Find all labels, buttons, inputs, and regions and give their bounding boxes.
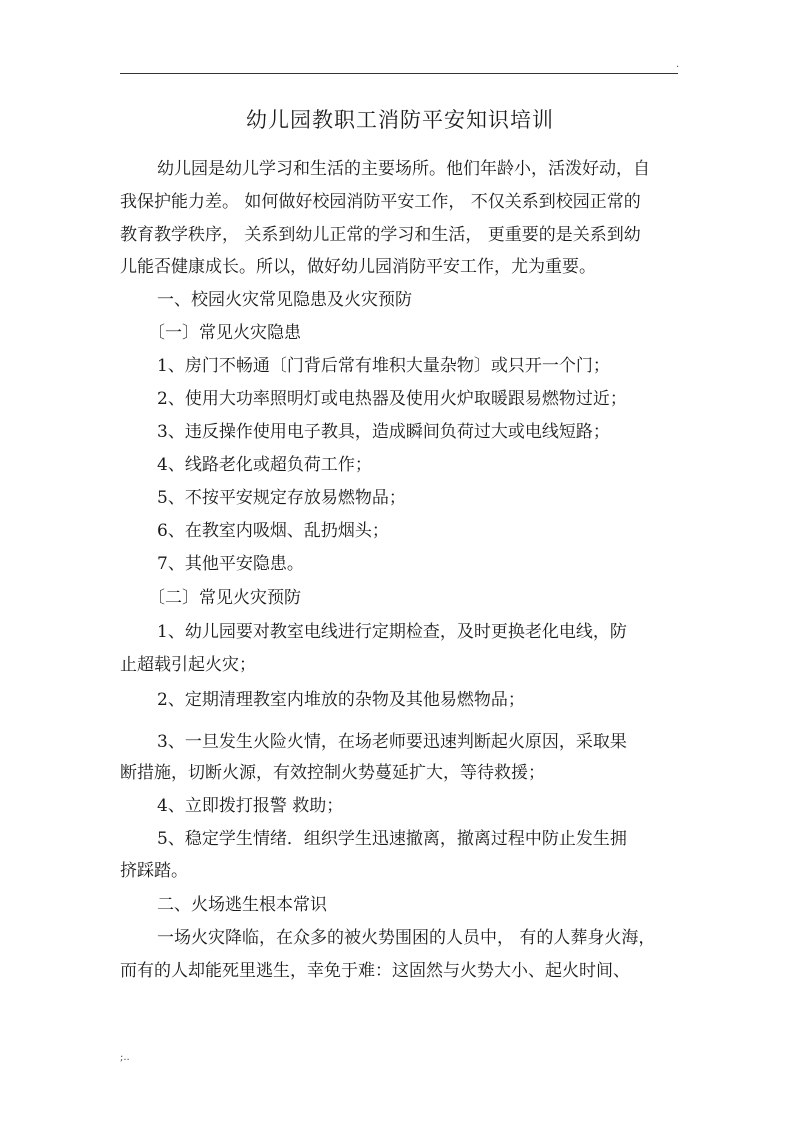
list-item: 1、房门不畅通〔门背后常有堆积大量杂物〕或只开一个门；: [157, 356, 610, 376]
subsection-heading: 〔一〕常见火灾隐患: [148, 323, 301, 343]
subsection-heading: 〔二〕常见火灾预防: [148, 588, 301, 608]
list-item-continued: 止超载引起火灾；: [120, 655, 256, 675]
footer-mark: ;..: [120, 1052, 130, 1063]
list-item-continued: 断措施，切断火源，有效控制火势蔓延扩大，等待救援；: [120, 763, 545, 783]
paragraph-line: 一场火灾降临，在众多的被火势围困的人员中， 有的人葬身火海，: [157, 928, 656, 948]
list-item: 2、定期清理教室内堆放的杂物及其他易燃物品；: [157, 690, 525, 710]
paragraph-line: 儿能否健康成长。所以，做好幼儿园消防平安工作，尤为重要。: [120, 257, 596, 277]
list-item: 1、幼儿园要对教室电线进行定期检查，及时更换老化电线，防: [157, 622, 627, 642]
list-item: 5、不按平安规定存放易燃物品；: [157, 488, 406, 508]
list-item: 4、线路老化或超负荷工作；: [157, 455, 372, 475]
section-heading: 二、火场逃生根本常识: [157, 895, 327, 915]
list-item: 4、立即拨打报警 救助；: [157, 796, 344, 816]
paragraph-line: 教育教学秩序， 关系到幼儿正常的学习和生活， 更重要的是关系到幼: [120, 225, 641, 245]
document-title: 幼儿园教职工消防平安知识培训: [246, 108, 554, 132]
paragraph-line: 我保护能力差。 如何做好校园消防平安工作， 不仅关系到校园正常的: [120, 192, 641, 212]
list-item: 3、一旦发生火险火情，在场老师要迅速判断起火原因，采取果: [157, 732, 627, 752]
paragraph-line: 而有的人却能死里逃生，幸免于难：这固然与火势大小、起火时间、: [120, 961, 630, 981]
corner-mark: ·: [676, 62, 680, 73]
paragraph-line: 幼儿园是幼儿学习和生活的主要场所。他们年龄小，活泼好动，自: [157, 159, 650, 179]
list-item: 3、违反操作使用电子教具，造成瞬间负荷过大或电线短路；: [157, 422, 610, 442]
list-item: 6、在教室内吸烟、乱扔烟头；: [157, 521, 389, 541]
list-item-continued: 挤踩踏。: [120, 861, 188, 881]
list-item: 2、使用大功率照明灯或电热器及使用火炉取暖跟易燃物过近；: [157, 389, 627, 409]
section-heading: 一、校园火灾常见隐患及火灾预防: [157, 290, 412, 310]
header-rule: [120, 73, 678, 74]
list-item: 5、稳定学生情绪．组织学生迅速撤离，撤离过程中防止发生拥: [157, 829, 627, 849]
list-item: 7、其他平安隐患。: [157, 554, 304, 574]
